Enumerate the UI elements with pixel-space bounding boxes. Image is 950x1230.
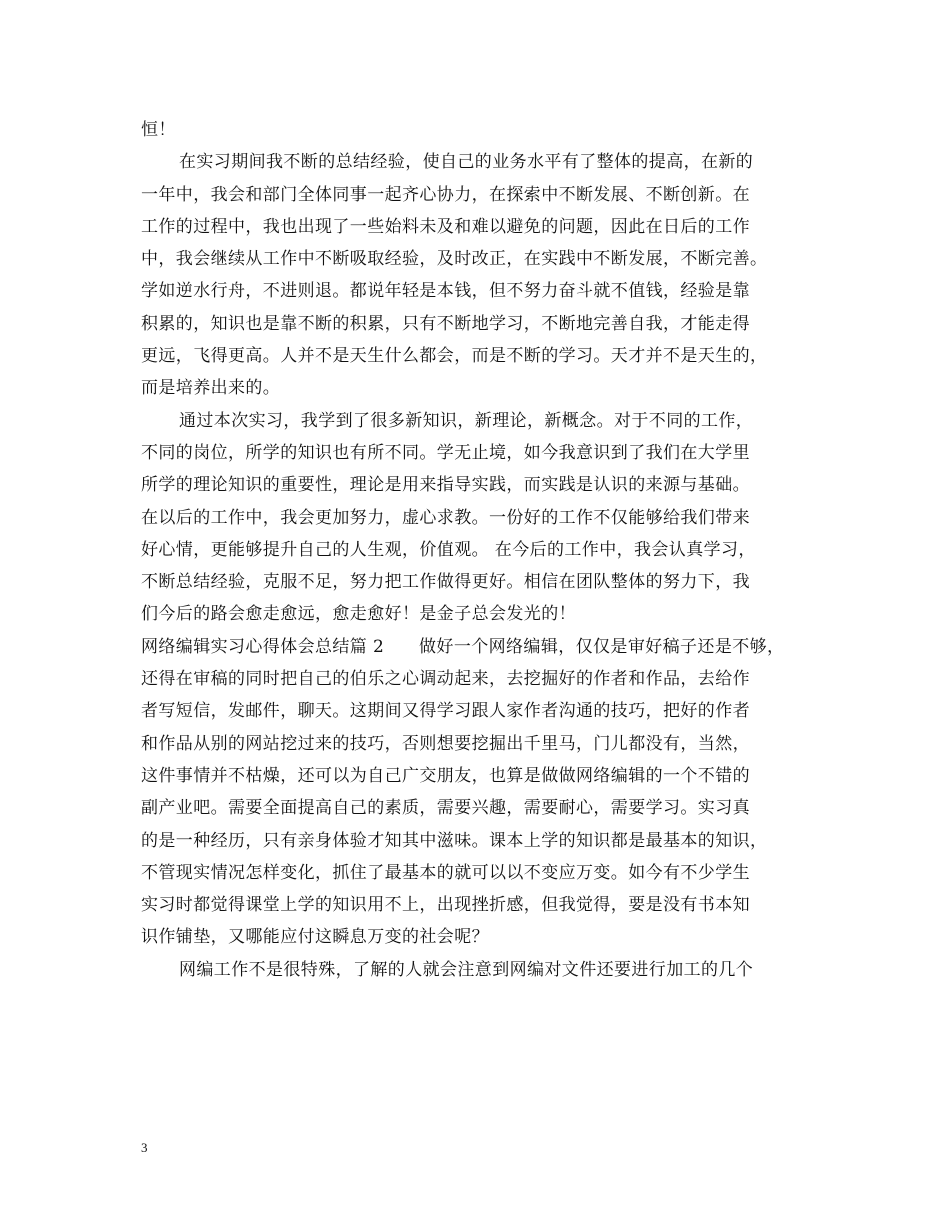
text-line: 工作的过程中，我也出现了一些始料未及和难以避免的问题，因此在日后的工作 [141,216,750,237]
text-line: 恒！ [141,120,176,140]
text-line: 通过本次实习，我学到了很多新知识，新理论，新概念。对于不同的工作， [179,410,754,431]
text-line: 这件事情并不枯燥，还可以为自己广交朋友，也算是做做网络编辑的一个不错的 [141,765,750,786]
text-line: 不同的岗位，所学的知识也有所不同。学无止境，如今我意识到了我们在大学里 [141,442,750,463]
page-number: 3 [141,1140,148,1155]
text-line: 积累的，知识也是靠不断的积累，只有不断地学习，不断地完善自我，才能走得 [141,313,750,334]
text-line: 在实习期间我不断的总结经验，使自己的业务水平有了整体的提高，在新的 [179,152,754,173]
text-line: 所学的理论知识的重要性，理论是用来指导实践，而实践是认识的来源与基础。 [141,475,750,496]
body-text [141,114,841,986]
text-line: 识作铺垫，又哪能应付这瞬息万变的社会呢？ [141,927,489,948]
text-line: 网编工作不是很特殊，了解的人就会注意到网编对文件还要进行加工的几个 [179,959,754,980]
text-line: 一年中，我会和部门全体同事一起齐心协力，在探索中不断发展、不断创新。在 [141,184,750,205]
text-line: 还得在审稿的同时把自己的伯乐之心调动起来，去挖掘好的作者和作品，去给作 [141,669,750,690]
text-line: 而是培养出来的。 [141,378,281,399]
text-line: 者写短信，发邮件，聊天。这期间又得学习跟人家作者沟通的技巧，把好的作者 [141,701,750,722]
text-line: 好心情，更能够提升自己的人生观，价值观。 在今后的工作中，我会认真学习， [141,539,756,560]
text-line: 学如逆水行舟，不进则退。都说年轻是本钱，但不努力奋斗就不值钱，经验是靠 [141,281,750,302]
text-line: 在以后的工作中，我会更加努力，虚心求教。一份好的工作不仅能够给我们带来 [141,507,750,528]
text-line: 中，我会继续从工作中不断吸取经验，及时改正，在实践中不断发展，不断完善。 [141,249,768,270]
text-line: 和作品从别的网站挖过来的技巧，否则想要挖掘出千里马，门儿都没有，当然， [141,733,750,754]
text-line: 副产业吧。需要全面提高自己的素质，需要兴趣，需要耐心，需要学习。实习真 [141,798,750,819]
text-line: 的是一种经历，只有亲身体验才知其中滋味。课本上学的知识都是最基本的知识， [141,830,768,851]
text-line: 不断总结经验，克服不足，努力把工作做得更好。相信在团队整体的努力下，我 [141,572,750,593]
text-line: 更远，飞得更高。人并不是天生什么都会，而是不断的学习。天才并不是天生的， [141,346,768,367]
text-line: 网络编辑实习心得体会总结篇 2 做好一个网络编辑，仅仅是审好稿子还是不够， [141,636,785,657]
text-line: 不管现实情况怎样变化，抓住了最基本的就可以以不变应万变。如今有不少学生 [141,862,750,883]
text-line: 实习时都觉得课堂上学的知识用不上，出现挫折感，但我觉得，要是没有书本知 [141,895,750,916]
text-line: 们今后的路会愈走愈远，愈走愈好！是金子总会发光的！ [141,604,576,625]
